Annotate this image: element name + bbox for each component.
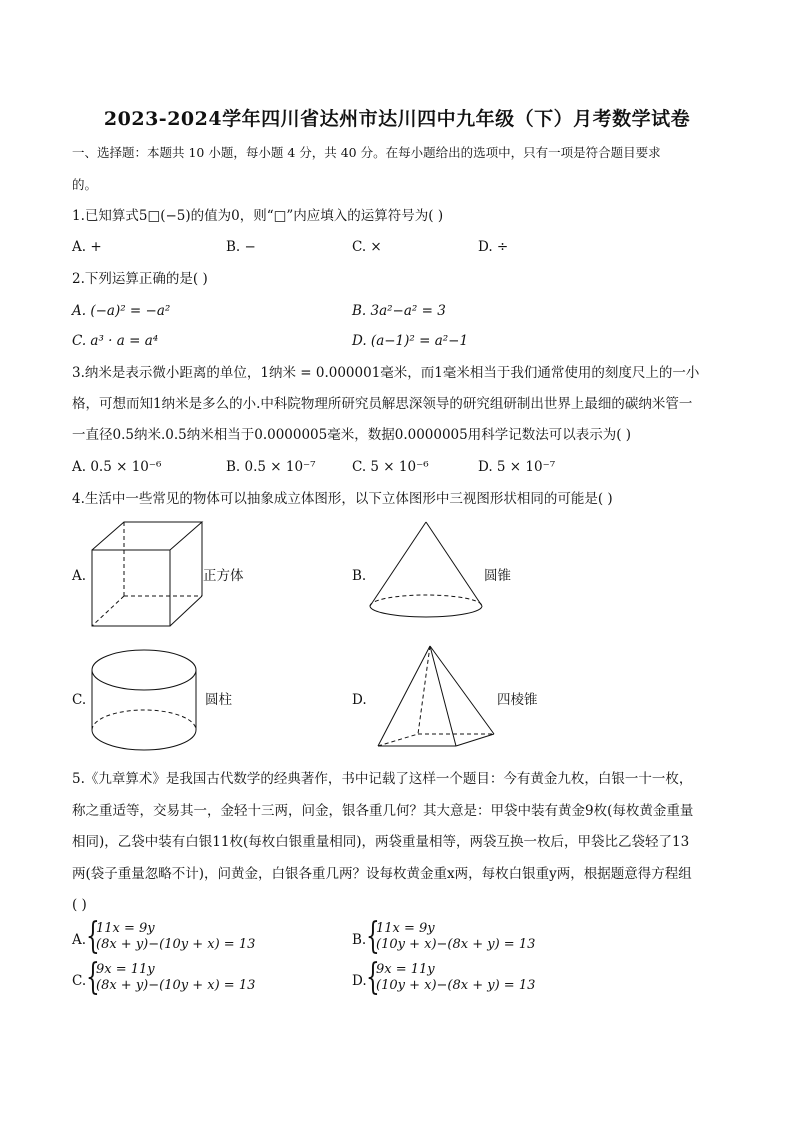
question-4-option-a-label: 正方体 [203,568,244,584]
cylinder-figure [90,648,198,754]
question-1-option-c: C. × [352,239,382,255]
question-5-line-3: 相同)，乙袋中装有白银11枚(每枚白银重量相同)，两袋重量相等，两袋互换一枚后，甲袋比乙袋轻了13 [72,834,690,850]
question-2-option-a: A. (−a)² = −a² [72,303,171,319]
question-3-line-1: 3.纳米是表示微小距离的单位，1纳米 = 0.000001毫米，而1毫米相当于我们通常使用的刻度尺上的一小 [72,365,700,381]
question-4-option-b-letter: B. [352,568,367,584]
question-4-stem: 4.生活中一些常见的物体可以抽象成立体图形，以下立体图形中三视图形状相同的可能是( ) [72,491,613,507]
question-2-stem: 2.下列运算正确的是( ) [72,271,208,287]
brace-icon: { [86,957,100,998]
cube-figure [90,520,205,630]
question-5-option-d-eq2: (10y + x)−(8x + y) = 13 [376,978,536,993]
section-instructions-line-1: 一、选择题：本题共 10 小题，每小题 4 分，共 40 分。在每小题给出的选项中，只有一项是符合题目要求 [72,145,661,160]
brace-icon: { [366,957,380,998]
question-5-line-5: ( ) [72,897,87,913]
question-5-option-b-eq1: 11x = 9y [376,921,435,936]
question-5-option-a-system [86,916,286,957]
question-5-line-4: 两(袋子重量忽略不计)，问黄金，白银各重几两？设每枚黄金重x两，每枚白银重y两，根据题意得方程组 [72,866,692,882]
question-5-option-c-eq1: 9x = 11y [96,962,155,977]
brace-icon: { [366,916,380,957]
question-3-option-d: D. 5 × 10⁻⁷ [478,459,556,475]
question-4-option-c-letter: C. [72,692,87,708]
question-5-option-a-eq1: 11x = 9y [96,921,155,936]
question-5-option-c-eq2: (8x + y)−(10y + x) = 13 [96,978,256,993]
question-3-option-c: C. 5 × 10⁻⁶ [352,459,429,475]
brace-icon: { [86,916,100,957]
question-3-line-3: 一直径0.5纳米.0.5纳米相当于0.0000005毫米，数据0.0000005用科学记数法可以表示为( ) [72,427,632,443]
page-title: 2023-2024学年四川省达州市达川四中九年级（下）月考数学试卷 [103,108,691,130]
question-3-option-b: B. 0.5 × 10⁻⁷ [226,459,316,475]
cone-figure [368,520,484,620]
question-4-option-b-label: 圆锥 [484,568,511,584]
question-2-option-b: B. 3a²−a² = 3 [352,303,446,319]
question-5-option-a-letter: A. [72,932,87,948]
question-4-option-d-letter: D. [352,692,367,708]
question-5-line-2: 称之重适等，交易其一，金轻十三两，问金，银各重几何？其大意是：甲袋中装有黄金9枚(每枚黄金重量 [72,803,694,819]
question-4-option-a-letter: A. [72,568,87,584]
question-3-line-2: 格，可想而知1纳米是多么的小.中科院物理所研究员解思深领导的研究组研制出世界上最细的碳纳米管一 [72,396,693,412]
question-1-option-d: D. ÷ [478,239,509,255]
question-1-stem: 1.已知算式5□(−5)的值为0，则“□”内应填入的运算符号为( ) [72,208,444,224]
section-instructions-line-2: 的。 [72,177,98,192]
question-1-option-b: B. − [226,239,256,255]
question-4-option-c-label: 圆柱 [205,692,232,708]
question-5-line-1: 5.《九章算术》是我国古代数学的经典著作，书中记载了这样一个题目：今有黄金九枚，白银一十一枚， [72,771,693,787]
question-2-option-d: D. (a−1)² = a²−1 [352,333,469,349]
question-5-option-a-eq2: (8x + y)−(10y + x) = 13 [96,937,256,952]
pyramid-figure [376,642,500,750]
question-5-option-b-letter: B. [352,932,367,948]
question-5-option-d-letter: D. [352,973,367,989]
question-3-option-a: A. 0.5 × 10⁻⁶ [72,459,162,475]
question-5-option-d-eq1: 9x = 11y [376,962,435,977]
question-1-option-a: A. + [72,239,102,255]
question-5-option-b-eq2: (10y + x)−(8x + y) = 13 [376,937,536,952]
question-5-option-c-letter: C. [72,973,87,989]
question-5-option-c-system [86,957,286,998]
question-5-option-d-system [366,957,566,998]
question-4-option-d-label: 四棱锥 [497,692,538,708]
question-2-option-c: C. a³ · a = a⁴ [72,333,159,349]
question-5-option-b-system [366,916,566,957]
